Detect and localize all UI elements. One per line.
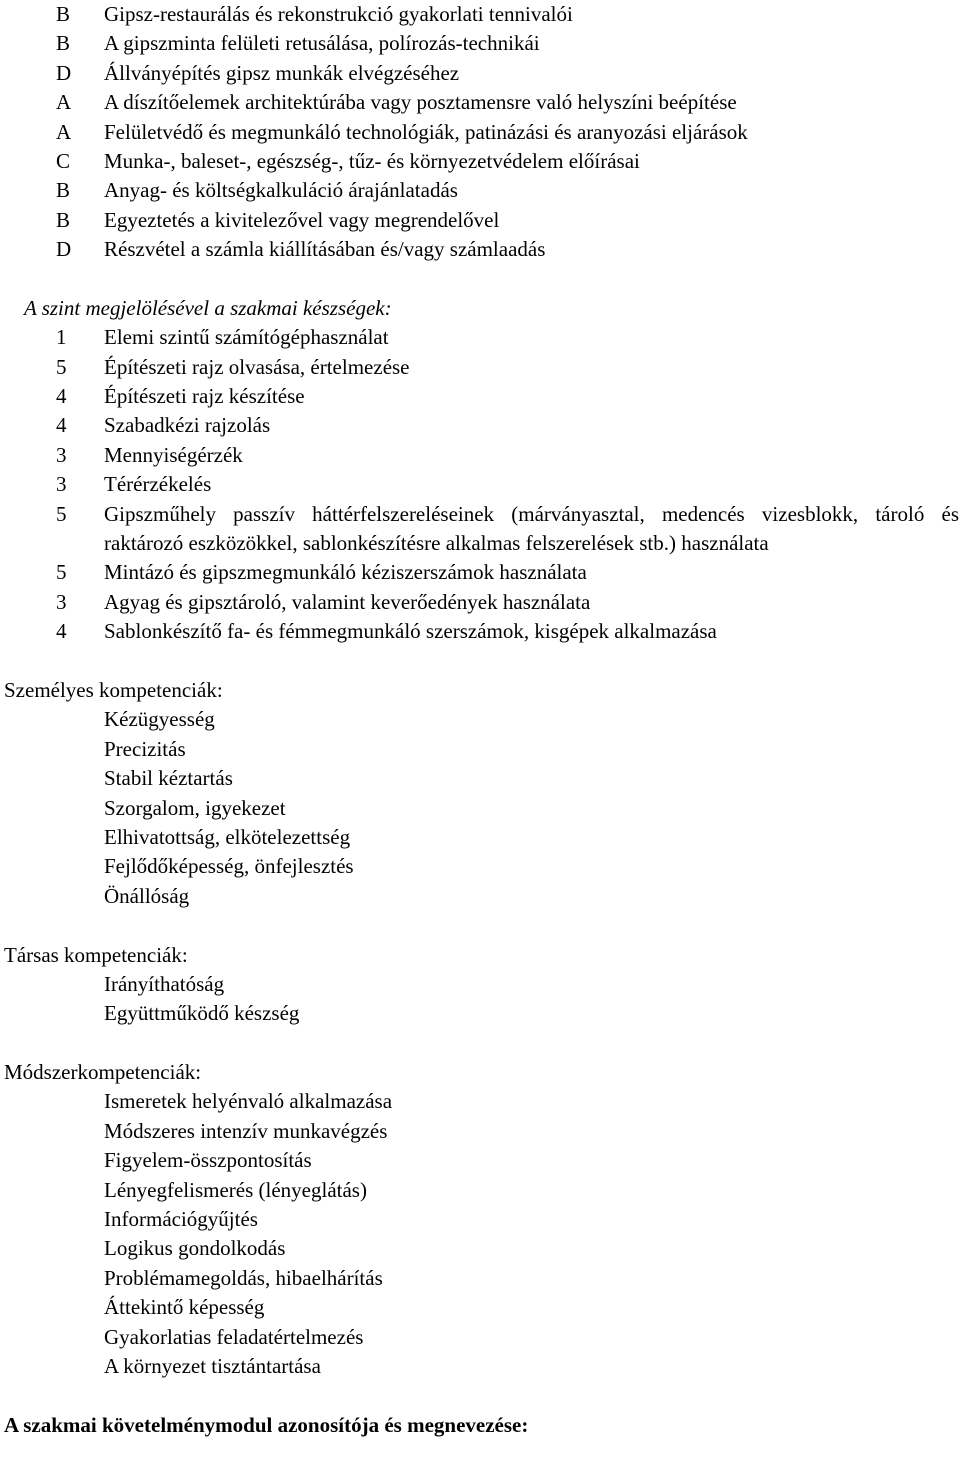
item-text: Gipsz-restaurálás és rekonstrukció gyakorlati tennivalói xyxy=(104,2,573,26)
skill-level: 5 xyxy=(56,560,67,585)
spacer xyxy=(0,265,960,294)
list-item: Kézügyesség xyxy=(104,707,215,732)
item-text: Anyag- és költségkalkuláció árajánlatadás xyxy=(104,178,458,203)
list-item: Elhivatottság, elkötelezettség xyxy=(104,824,351,849)
list-item xyxy=(0,588,960,617)
list-item xyxy=(0,118,960,147)
list-item xyxy=(0,206,960,235)
list-item: Logikus gondolkodás xyxy=(104,1236,286,1261)
list-item: Önállóság xyxy=(104,883,190,908)
list-item: Szorgalom, igyekezet xyxy=(104,795,286,820)
list-item xyxy=(0,382,960,411)
skill-level: 3 xyxy=(56,589,67,614)
list-item xyxy=(0,88,960,117)
skills-heading: A szint megjelölésével a szakmai készségek: xyxy=(24,295,392,320)
item-text: Gipszműhely passzív háttérfelszereléseinek (márványasztal, medencés vizesblokk, tároló és raktározó eszközökkel, sablonkészítésre alkalmas felszerelések stb.) használata xyxy=(104,501,959,556)
list-item: A környezet tisztántartása xyxy=(104,1354,321,1378)
list-item: Információgyűjtés xyxy=(104,1207,258,1232)
level-code: B xyxy=(56,31,71,56)
skill-level: 1 xyxy=(56,325,67,350)
list-item xyxy=(0,323,960,352)
personal-heading: Személyes kompetenciák: xyxy=(4,678,223,703)
item-text: A díszítőelemek architektúrába vagy posztamensre való helyszíni beépítése xyxy=(104,90,737,115)
list-item xyxy=(0,500,960,559)
spacer xyxy=(0,647,960,676)
item-text: Mennyiségérzék xyxy=(104,442,243,467)
spacer xyxy=(0,1381,960,1410)
list-item: Precizitás xyxy=(104,736,186,761)
skills-section xyxy=(0,294,960,647)
list-item xyxy=(0,441,960,470)
skill-level: 4 xyxy=(56,413,67,438)
skill-level: 4 xyxy=(56,619,67,644)
list-item: Gyakorlatias feladatértelmezés xyxy=(104,1324,364,1349)
task-list xyxy=(0,0,960,265)
skill-level: 3 xyxy=(56,472,67,497)
list-item xyxy=(0,29,960,58)
skill-level: 5 xyxy=(56,354,67,379)
item-text: A gipszminta felületi retusálása, polírozás-technikái xyxy=(104,31,540,56)
list-item: Stabil kéztartás xyxy=(104,766,233,791)
list-item xyxy=(0,235,960,264)
list-item xyxy=(0,617,960,646)
item-text: Állványépítés gipsz munkák elvégzéséhez xyxy=(104,60,460,85)
personal-competencies xyxy=(0,676,960,911)
level-code: B xyxy=(56,178,71,203)
list-item: Lényegfelismerés (lényeglátás) xyxy=(104,1177,367,1202)
list-item xyxy=(0,0,960,29)
level-code: A xyxy=(56,90,72,115)
spacer xyxy=(0,911,960,940)
item-text: Felületvédő és megmunkáló technológiák, patinázási és aranyozási eljárások xyxy=(104,119,748,144)
list-item xyxy=(0,59,960,88)
list-item: Ismeretek helyénvaló alkalmazása xyxy=(104,1089,393,1114)
item-text: Elemi szintű számítógéphasználat xyxy=(104,325,389,350)
list-item xyxy=(0,176,960,205)
level-code: C xyxy=(56,148,71,173)
item-text: Építészeti rajz készítése xyxy=(104,384,305,409)
item-text: Sablonkészítő fa- és fémmegmunkáló szerszámok, kisgépek alkalmazása xyxy=(104,619,717,644)
list-item xyxy=(0,353,960,382)
module-heading: A szakmai követelménymodul azonosítója és megnevezése: xyxy=(4,1412,529,1437)
list-item: Módszeres intenzív munkavégzés xyxy=(104,1118,388,1143)
list-item: Problémamegoldás, hibaelhárítás xyxy=(104,1265,383,1290)
list-item: Figyelem-összpontosítás xyxy=(104,1148,312,1173)
skill-level: 3 xyxy=(56,442,67,467)
item-text: Agyag és gipsztároló, valamint keverőedények használata xyxy=(104,589,591,614)
social-competencies xyxy=(0,941,960,1029)
method-heading: Módszerkompetenciák: xyxy=(4,1060,202,1085)
list-item: Irányíthatóság xyxy=(104,971,225,996)
list-item xyxy=(0,147,960,176)
level-code: B xyxy=(56,207,71,232)
item-text: Térérzékelés xyxy=(104,472,212,497)
list-item xyxy=(0,411,960,440)
level-code: B xyxy=(56,2,71,26)
item-text: Egyeztetés a kivitelezővel vagy megrendelővel xyxy=(104,207,500,232)
skill-level: 5 xyxy=(56,501,67,526)
method-competencies xyxy=(0,1058,960,1381)
list-item xyxy=(0,558,960,587)
item-text: Munka-, baleset-, egészség-, tűz- és környezetvédelem előírásai xyxy=(104,148,640,173)
list-item: Áttekintő képesség xyxy=(104,1295,265,1320)
list-item: Fejlődőképesség, önfejlesztés xyxy=(104,854,354,879)
skill-level: 4 xyxy=(56,384,67,409)
list-item: Együttműködő készség xyxy=(104,1001,300,1026)
item-text: Mintázó és gipszmegmunkáló kéziszerszámok használata xyxy=(104,560,587,585)
list-item xyxy=(0,470,960,499)
level-code: D xyxy=(56,60,72,85)
item-text: Részvétel a számla kiállításában és/vagy számlaadás xyxy=(104,237,546,262)
social-heading: Társas kompetenciák: xyxy=(4,942,188,967)
level-code: D xyxy=(56,237,72,262)
level-code: A xyxy=(56,119,72,144)
spacer xyxy=(0,1029,960,1058)
item-text: Építészeti rajz olvasása, értelmezése xyxy=(104,354,410,379)
item-text: Szabadkézi rajzolás xyxy=(104,413,271,438)
